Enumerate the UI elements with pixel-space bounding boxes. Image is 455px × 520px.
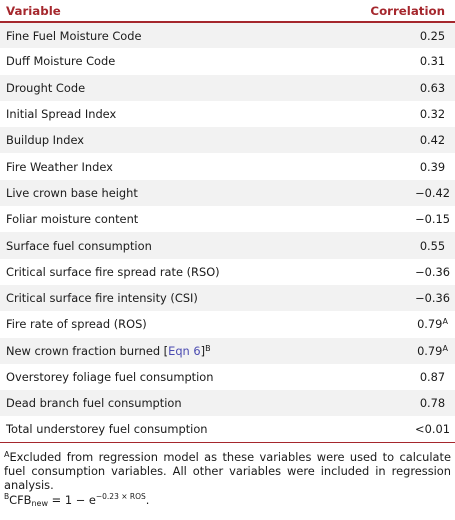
cell-correlation: 0.87: [419, 370, 446, 384]
cell-variable: Dead branch fuel consumption: [6, 396, 182, 411]
cell-variable: Surface fuel consumption: [6, 238, 152, 253]
cell-correlation: −0.42: [415, 185, 450, 200]
table-row: [0, 206, 455, 232]
table-row: [0, 416, 455, 442]
cell-correlation: −0.36: [415, 291, 450, 306]
table-row: [0, 364, 455, 390]
equation-end: .: [145, 493, 150, 508]
table-row: [0, 48, 455, 74]
correlation-value: 0.79: [417, 317, 443, 332]
header-correlation: Correlation: [355, 0, 455, 22]
cell-correlation: 0.39: [419, 159, 446, 174]
table-row: [0, 338, 455, 364]
correlation-value: 0.79: [417, 343, 443, 358]
cell-correlation: 0.78: [419, 396, 446, 411]
footnote-marker: B: [205, 343, 211, 353]
cell-variable: Duff Moisture Code: [6, 54, 116, 69]
cell-variable: Fire Weather Index: [6, 159, 113, 174]
table-row: [0, 153, 455, 179]
cell-variable: Overstorey foliage fuel consumption: [6, 370, 214, 384]
table-footnotes: [0, 443, 455, 507]
cell-correlation: 0.55: [419, 238, 446, 253]
table-row: [0, 232, 455, 258]
variable-tail: ]: [200, 343, 206, 358]
cell-correlation: [355, 311, 455, 337]
table-row: [0, 22, 455, 48]
footnote-marker: A: [442, 343, 448, 353]
header-variable: Variable: [0, 0, 355, 22]
cfb-subscript: new: [31, 499, 49, 509]
cell-variable: Fire rate of spread (ROS): [6, 317, 147, 332]
cell-correlation: 0.63: [419, 80, 446, 95]
equation-exponent: −0.23 × ROS: [95, 492, 146, 502]
cell-variable: Critical surface fire intensity (CSI): [6, 291, 198, 306]
cell-variable: Total understorey fuel consumption: [0, 416, 355, 442]
cell-correlation: 0.31: [419, 54, 446, 69]
table-header-row: [0, 0, 455, 22]
cell-correlation: −0.36: [415, 264, 450, 279]
footnote-a-marker: A: [4, 450, 10, 460]
footnote-a: [4, 450, 451, 492]
table-row: [0, 311, 455, 337]
equation-body: = 1 − e: [48, 493, 96, 508]
footnote-b: [4, 492, 451, 507]
footnote-a-text: Excluded from regression model as these variables were used to calculate fuel consumption variables. All other variables were included in regression analysis.: [4, 450, 451, 493]
cfb-symbol: CFB: [9, 493, 32, 508]
table-row: [0, 180, 455, 206]
cell-correlation: 0.42: [419, 133, 446, 148]
cell-variable: Foliar moisture content: [6, 212, 139, 227]
cell-correlation: −0.15: [415, 212, 450, 227]
cell-variable: [0, 338, 355, 364]
table-row: [0, 75, 455, 101]
table-row: [0, 127, 455, 153]
cell-correlation: [355, 338, 455, 364]
table-row: [0, 390, 455, 416]
cell-variable: Fine Fuel Moisture Code: [6, 28, 142, 43]
table-row: [0, 101, 455, 127]
cell-variable: Live crown base height: [6, 185, 138, 200]
cell-variable: Buildup Index: [6, 133, 85, 148]
equation-link[interactable]: Eqn 6: [168, 343, 201, 358]
cell-correlation: 0.32: [419, 107, 446, 122]
cell-variable: Initial Spread Index: [6, 107, 117, 122]
cell-variable: Drought Code: [6, 80, 86, 95]
cell-correlation: 0.25: [419, 28, 446, 43]
table-row: [0, 285, 455, 311]
cell-correlation: <0.01: [355, 416, 455, 442]
footnote-marker: A: [442, 317, 448, 327]
footnote-b-marker: B: [4, 492, 10, 502]
cell-variable: Critical surface fire spread rate (RSO): [6, 264, 220, 279]
variable-text: New crown fraction burned [: [6, 343, 169, 358]
table-row: [0, 259, 455, 285]
